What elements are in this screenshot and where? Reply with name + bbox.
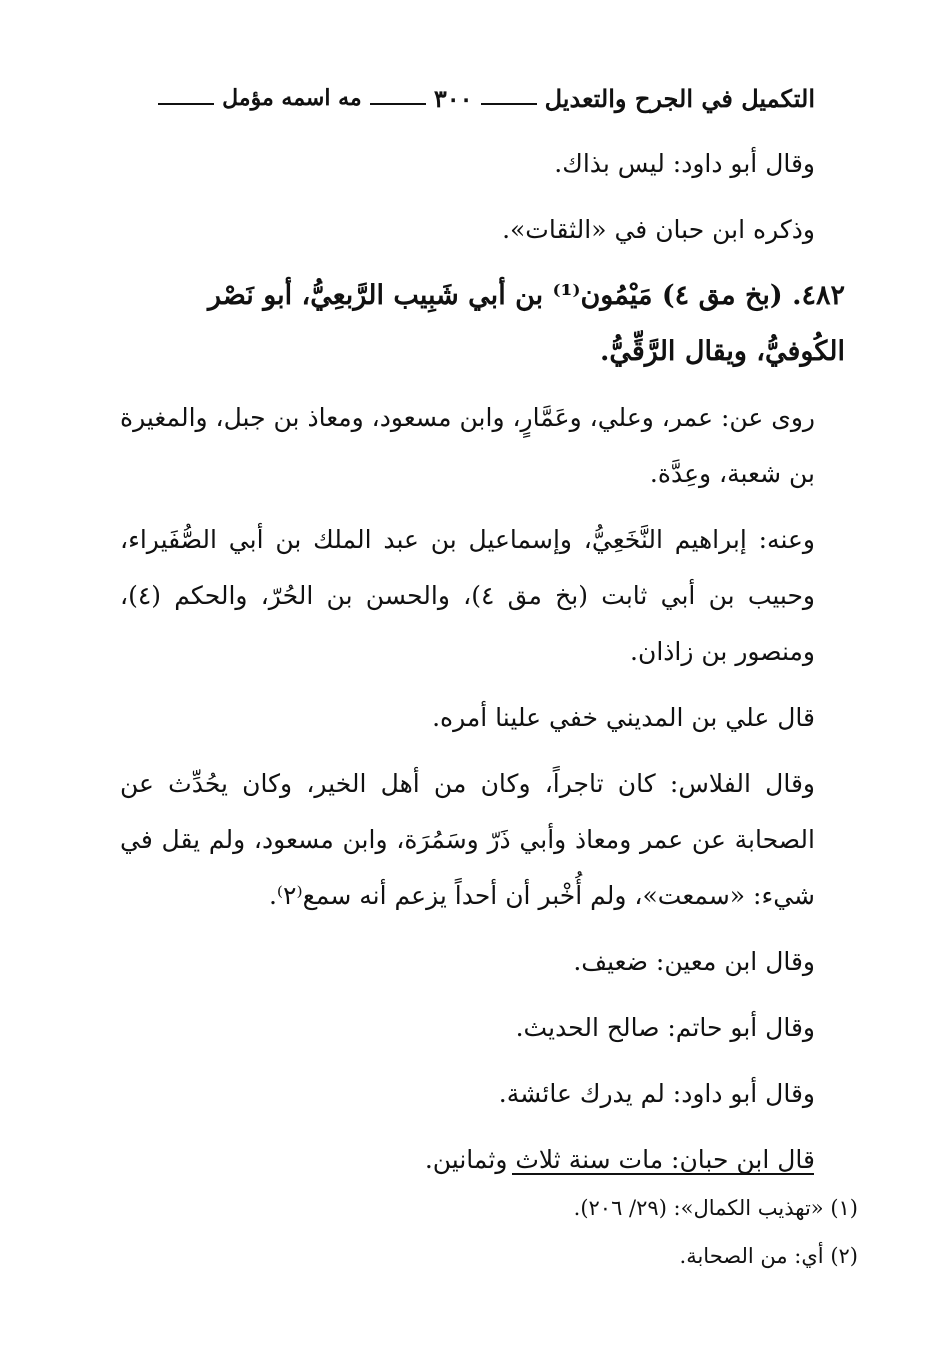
paragraph: وقال أبو داود: لم يدرك عائشة. [498, 1079, 815, 1108]
page-body [120, 136, 845, 1198]
paragraph: قال علي بن المديني خفي علينا أمره. [432, 703, 815, 732]
section-letters: مه اسمه مؤمل [222, 85, 362, 111]
entry-heading: ٤٨٢. (بخ مق ٤) مَيْمُون⁽¹⁾ بن أبي شَبِيب الرَّبعِيُّ، أبو نَصْر الكُوفيُّ، ويقال الرَّقِّيُّ. [207, 280, 845, 367]
footnotes [300, 1184, 858, 1280]
page-number: ٣٠٠ [433, 83, 473, 113]
footnote: (٢) أي: من الصحابة. [679, 1244, 858, 1268]
paragraph: روى عن: عمر، وعلي، وعَمَّارٍ، وابن مسعود، ومعاذ بن جبل، والمغيرة بن شعبة، وعِدَّة. [120, 403, 815, 488]
header-rule [370, 103, 426, 105]
header-rule [481, 103, 537, 105]
paragraph: وقال ابن معين: ضعيف. [573, 947, 815, 976]
paragraph: وعنه: إبراهيم النَّخَعِيُّ، وإسماعيل بن عبد الملك بن أبي الصُّفَيراء، وحبيب بن أبي ثابت (بخ مق ٤)، والحسن بن الحُرّ، والحكم (٤)، ومنصور بن زاذان. [120, 525, 815, 666]
paragraph: وقال أبو داود: ليس بذاك. [554, 149, 815, 178]
footnote-divider [512, 1173, 814, 1175]
running-header [150, 78, 815, 118]
paragraph: وقال أبو حاتم: صالح الحديث. [515, 1013, 815, 1042]
book-title: التكميل في الجرح والتعديل [544, 83, 815, 113]
paragraph: وقال الفلاس: كان تاجراً، وكان من أهل الخير، وكان يحُدِّث عن الصحابة عن عمر ومعاذ وأبي ذَرّ وسَمُرَة، وابن مسعود، ولم يقل في شيء: «سمعت»، ولم أُخْبر أن أحداً يزعم أنه سمع⁽٢⁾. [120, 769, 815, 910]
footnote: (١) «تهذيب الكمال»: (٢٩/ ٢٠٦). [573, 1196, 858, 1220]
paragraph: قال ابن حبان: مات سنة ثلاث وثمانين. [424, 1145, 815, 1174]
header-rule [158, 103, 214, 105]
paragraph: وذكره ابن حبان في «الثقات». [502, 215, 815, 244]
